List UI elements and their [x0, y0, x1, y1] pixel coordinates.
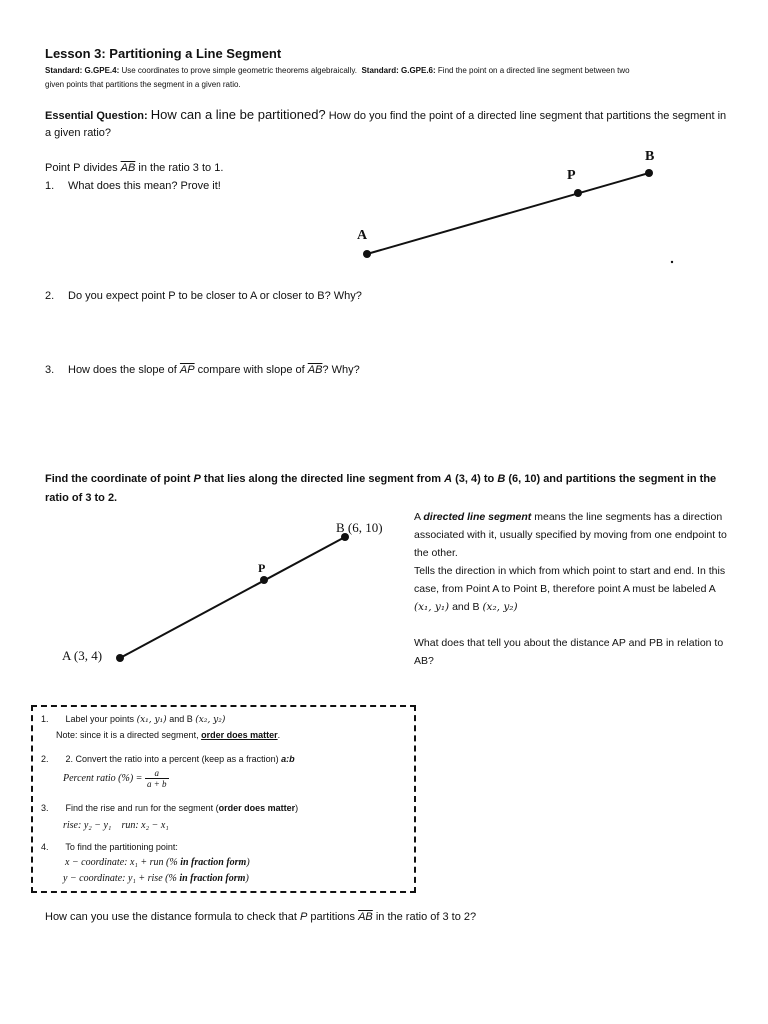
- step-number: 1.: [41, 714, 49, 724]
- label-p: P: [567, 168, 576, 183]
- question-number: 3.: [45, 364, 55, 376]
- point-a-coords: (x₁, y₁): [414, 601, 450, 613]
- step-number: 4.: [41, 842, 49, 852]
- x-coordinate-formula: [65, 857, 250, 868]
- run-formula: run: x₂ − x₁: [121, 820, 169, 831]
- step-text: To find the partitioning point:: [65, 842, 178, 852]
- note-emphasis: order does matter: [201, 730, 278, 740]
- question-text: Do you expect point P to be closer to A or closer to B? Why?: [68, 290, 362, 302]
- problem-a-coord: (3, 4) to: [455, 473, 495, 485]
- point-a-dot-2: [116, 654, 124, 662]
- def-pre: A: [414, 511, 421, 523]
- question-text-mid: compare with slope of: [197, 364, 305, 376]
- step-1: [41, 714, 225, 725]
- segment-ab-line: [367, 173, 649, 254]
- x-formula-post: ): [246, 857, 250, 868]
- question-text-end: ? Why?: [322, 364, 360, 376]
- step-4: [41, 842, 178, 852]
- point-a-dot: [363, 250, 371, 258]
- problem-statement: [45, 470, 735, 508]
- distance-question: What does that tell you about the distance AP and PB in relation to AB?: [414, 637, 724, 667]
- problem-point-a: A: [444, 473, 453, 485]
- standard-2-continued: given points that partitions the segment in a given ratio.: [45, 80, 241, 89]
- step-close: ): [295, 803, 299, 813]
- intro-pre: Point P divides: [45, 162, 118, 174]
- problem-b-coord: (6, 10) and partitions the segment in the ratio of 3 to 2.: [45, 473, 717, 504]
- rise-run-formula: [63, 820, 169, 831]
- essential-question-1: How can a line be partitioned?: [150, 107, 326, 122]
- def-post: means the line segments has a direction associated with it, usually specified by moving from one endpoint to the other.: [414, 511, 727, 559]
- step-b-coords: (x₂, y₂): [195, 715, 226, 725]
- label-b-coord: B (6, 10): [336, 520, 383, 535]
- final-question: [45, 911, 476, 923]
- segment-ab-label: $\overline{AB}$: [358, 911, 373, 923]
- fraction-denominator: a + b: [146, 779, 167, 789]
- final-point-p: P: [299, 911, 308, 923]
- point-b-coords: (x₂, y₂): [482, 601, 518, 613]
- step-text: Label your points: [65, 714, 135, 724]
- x-formula-pre: x − coordinate: x₁ + run (%: [65, 857, 178, 868]
- problem-mid: that lies along the directed line segment from: [203, 473, 442, 485]
- final-mid: partitions: [310, 911, 356, 923]
- question-text: How does the slope of: [68, 364, 177, 376]
- note-post: .: [277, 730, 281, 740]
- step-3: [41, 803, 298, 813]
- essential-question-2: How do you find the point of a directed line segment that partitions the segment in a given ratio?: [45, 110, 727, 139]
- standard-1-text: Use coordinates to prove simple geometric theorems algebraically.: [121, 66, 357, 75]
- step-emphasis: order does matter: [218, 803, 296, 813]
- segment-ab-label: $\overline{AB}$: [307, 364, 323, 376]
- step-2: [41, 754, 295, 764]
- stray-dot: [671, 261, 673, 263]
- point-p-dot-2: [260, 576, 268, 584]
- point-b-dot: [645, 169, 653, 177]
- problem-point-p: P: [193, 473, 201, 485]
- step-a-coords: (x₁, y₁): [136, 715, 167, 725]
- y-formula-post: ): [245, 873, 249, 884]
- question-number: 1.: [45, 180, 55, 192]
- y-coordinate-formula: [63, 873, 249, 884]
- formula-fraction: [145, 768, 169, 789]
- step-ratio: a:b: [281, 754, 295, 764]
- note-pre: Note: since it is a directed segment,: [56, 730, 199, 740]
- lesson-title: Lesson 3: Partitioning a Line Segment: [45, 46, 282, 61]
- standard-1-label: Standard: G.GPE.4:: [45, 66, 120, 75]
- y-formula-pre: y − coordinate: y₁ + rise (%: [63, 873, 177, 884]
- standard-2-text: Find the point on a directed line segment between two: [437, 66, 630, 75]
- rise-formula: rise: y₂ − y₁: [63, 820, 112, 831]
- segment-ab-label: $\overline{AB}$: [120, 162, 136, 174]
- step-and: and B: [169, 714, 193, 724]
- fraction-numerator: a: [145, 768, 169, 779]
- direction-note: Tells the direction in which from which point to start and end. In this case, from Point A to Point B, therefore point A must be labeled A: [414, 565, 726, 595]
- def-term: directed line segment: [423, 511, 532, 523]
- label-p-2: P: [258, 561, 266, 575]
- directed-segment-definition: [414, 508, 734, 616]
- final-pre: How can you use the distance formula to check that: [45, 911, 297, 923]
- label-a-coord: A (3, 4): [62, 648, 103, 663]
- label-b: B: [645, 149, 655, 164]
- step-text: Find the rise and run for the segment (: [65, 803, 219, 813]
- label-a: A: [357, 228, 368, 243]
- y-formula-emphasis: in fraction form: [179, 873, 246, 884]
- segment-ab-line-2: [120, 537, 345, 658]
- question-number: 2.: [45, 290, 55, 302]
- essential-question-label: Essential Question:: [45, 110, 148, 122]
- segment-ap-label: $\overline{AP}$: [179, 364, 195, 376]
- x-formula-emphasis: in fraction form: [180, 857, 247, 868]
- direction-and: and B: [452, 601, 480, 613]
- step-1-note: [56, 730, 280, 740]
- point-p-dot: [574, 189, 582, 197]
- final-post: in the ratio of 3 to 2?: [375, 911, 477, 923]
- step-number: 3.: [41, 803, 49, 813]
- problem-pre: Find the coordinate of point: [45, 473, 191, 485]
- percent-ratio-formula: [63, 768, 169, 789]
- step-number: 2.: [41, 754, 49, 764]
- standard-2-label: Standard: G.GPE.6:: [361, 66, 436, 75]
- intro-post: in the ratio 3 to 1.: [138, 162, 224, 174]
- question-text: What does this mean? Prove it!: [68, 180, 221, 192]
- problem-point-b: B: [497, 473, 506, 485]
- step-text: 2. Convert the ratio into a percent (keep as a fraction): [65, 754, 279, 764]
- formula-lhs: Percent ratio (%) =: [63, 772, 143, 784]
